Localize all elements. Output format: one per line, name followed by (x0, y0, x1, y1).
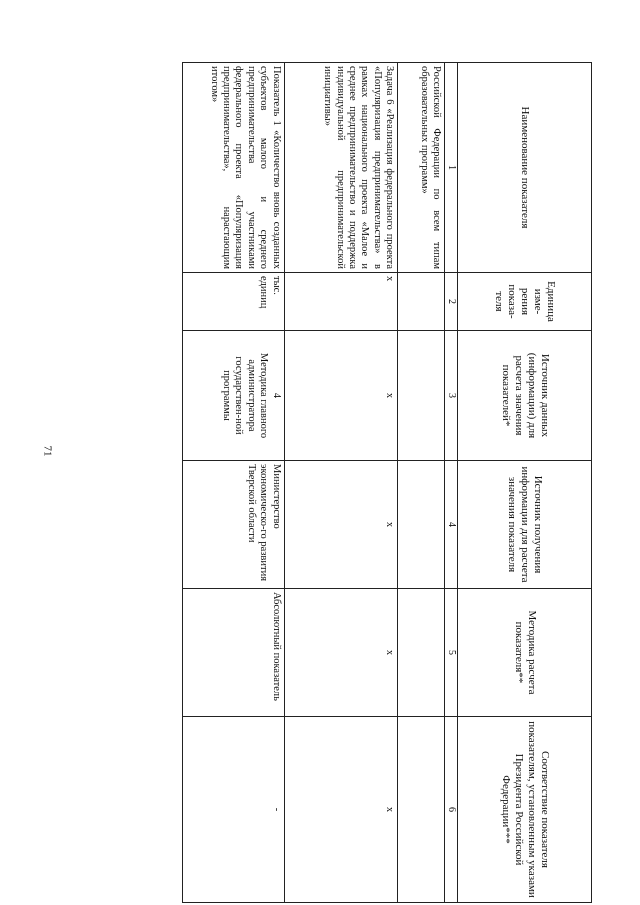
header-source-data: Источник данных (информации) для расчета значения показателей* (458, 331, 592, 461)
header-source-info: Источник получения информации для расчета значения показателя (458, 461, 592, 589)
unit-cell (398, 273, 445, 331)
column-number: 6 (445, 717, 458, 903)
indicator-name: Российской Федерации по всем типам образовательных программ» (398, 63, 445, 273)
indicator-name: Показатель 1 «Количество вновь созданных субъектов малого и среднего предпринимательства участниками федерального проекта «Популяризация предпринимательства», нарастающим итогом» (183, 63, 285, 273)
source-info-cell: Министерство экономическо-го развития Тверской области (183, 461, 285, 589)
table-row (398, 63, 445, 903)
header-compliance: Соответствие показателя показателям, установленным указами Президента Российской Федерации*** (458, 717, 592, 903)
column-number: 5 (445, 589, 458, 717)
compliance-cell: - (183, 717, 285, 903)
header-method: Методика расчета показателя** (458, 589, 592, 717)
source-data-text: Методика главного администратора государствен-ной программы (221, 352, 270, 439)
header-name: Наименование показателя (458, 63, 592, 273)
source-data-cell (398, 331, 445, 461)
source-data-number: 4 (270, 392, 282, 399)
header-row (458, 63, 592, 903)
column-number: 3 (445, 331, 458, 461)
indicators-table (182, 62, 592, 903)
rotated-table-container (182, 62, 592, 902)
table-row (183, 63, 285, 903)
table-row (284, 63, 398, 903)
column-number: 2 (445, 273, 458, 331)
task-name: Задача 6 «Реализация федерального проекта «Популяризация предпринимательства» в рамках национального проекта «Малое и среднее предпринимательство и поддержка индивидуальной предпринимательской инициативы» (284, 63, 398, 273)
column-number-row (445, 63, 458, 903)
column-number: 4 (445, 461, 458, 589)
method-cell (398, 589, 445, 717)
source-info-cell (398, 461, 445, 589)
header-unit: Единица изме-рения показа-теля (458, 273, 592, 331)
source-info-cell: х (284, 461, 398, 589)
page-number: 71 (41, 445, 54, 457)
method-cell: Абсолютный показатель (183, 589, 285, 717)
unit-cell: х (284, 273, 398, 331)
source-data-cell: х (284, 331, 398, 461)
method-cell: х (284, 589, 398, 717)
unit-cell: тыс. единиц (183, 273, 285, 331)
source-data-cell (183, 331, 285, 461)
compliance-cell (398, 717, 445, 903)
column-number: 1 (445, 63, 458, 273)
compliance-cell: х (284, 717, 398, 903)
